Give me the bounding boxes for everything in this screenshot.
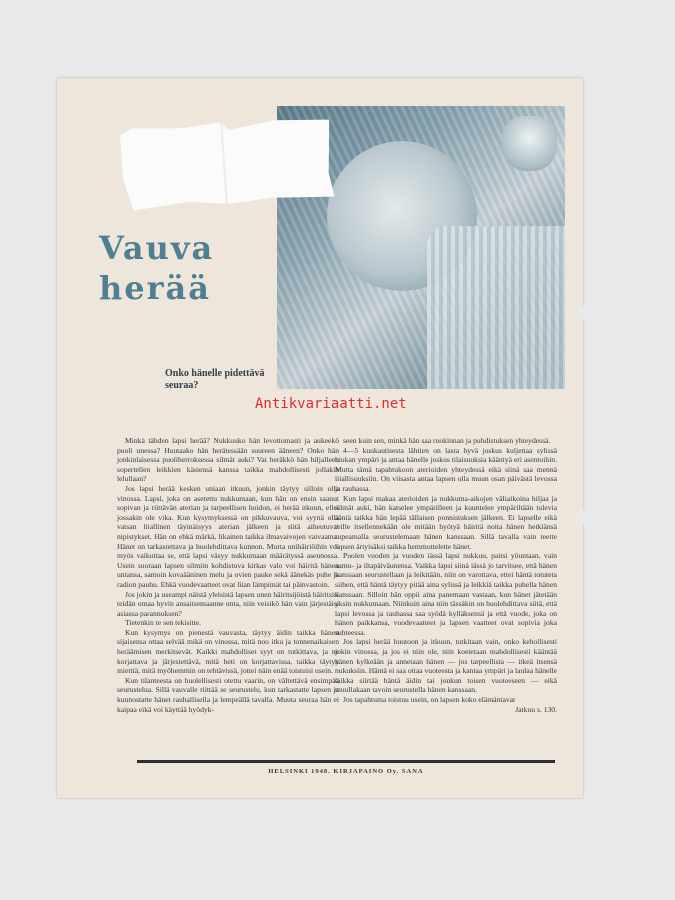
- baby-hand: [502, 116, 557, 171]
- paragraph: Jos jokin ja useampi näistä yleisistä lapsen unen häiritsijöistä häiritsisi teidän omaa hyvin ansaitsemaanne unta, niin veisikö hän vain järjestäisi asiassa parannuksen?: [117, 589, 339, 618]
- continuation-note: Jatkuu s. 130.: [515, 704, 557, 714]
- printer-imprint: HELSINKI 1948. KIRJAPAINO Oy. SANA: [268, 768, 424, 775]
- paragraph: 4—5 kuukautisesta lähtien on lasta hyvä joskus kuljettaa sylissä hiukan ympäri ja antaa hänelle joskus tilaisuuksia kääntyä eri asentoihin. Mutta tämä tapahtukoon aterioiden yhteydessä eikä siinä saa mennä liiallisuuksiin. On viisasta antaa lapsen olla muun osan päivästä levossa ja rauhassa.: [335, 445, 557, 493]
- text-column-right: [335, 436, 557, 714]
- watermark-text: Antikvariaatti.net: [255, 396, 407, 412]
- paragraph: Jos lapsi herää huutoon ja itkuun, tutkitaan vain, onko kehollisesti jokin vinossa, ja jos ei niin ole, niin koetetaan mahdollisesti kääntää hänen kylkeään ja annetaan hänen — jos tarpeellista — itkeä itsensä nukuksiin. Häntä ei saa ottaa vuoteesta ja kantaa ympäri ja laulaa hänelle taikka siirtää häntä äidin tai jonkun toisen vuoteeseen — eikä muullakaan tavoin seurustella hänen kanssaan.: [335, 637, 557, 695]
- title-line-2: herää: [99, 269, 211, 307]
- text-column-left: [117, 436, 339, 714]
- paragraph: Minkä tähden lapsi herää? Nukkuuko hän levottomasti ja aukeekö puoli unessa? Huutaako hän herätessään suureen ääneen? Onko hän jonkinlaisessa puoliherroksessa silmät auki? Vai heräkkö hän hiljalleen sopertellen leikkien käsiensä kanssa taikka mahdollisesti jollakin lelullaan?: [117, 436, 339, 484]
- paragraph: Kun kysymys on pienestä vauvasta, täytyy äidin taikka hänen sijaisensa ottaa selvää mikä on vinossa, mitä noo itku ja tonnenaikaisen heräämisen merkitsevät. Kaikki mahdolliset syyt on tutkittava, ja ne korjattava ja järjestettävä, mitä heti on korjattavissa, taikka täytyy miettiä, mitä myöhemmin on tehtävissä, jottei näin enää toistuisi usein.: [117, 627, 339, 676]
- paragraph: Jos tapahtuma toistuu usein, on lapsen koko elämäntavat: [343, 695, 516, 705]
- magazine-page: [57, 78, 583, 798]
- title-line-1: Vauva: [99, 229, 215, 267]
- baby-sweater: [427, 226, 565, 389]
- paragraph: Jos lapsi herää kesken uniaan itkuun, jonkin täytyy silloin olla vinossa. Lapsi, joka on asetettu nukkumaan, kun hän on ensin saanut sopivan ja riittävän aterian ja tarpeellisen hoidon, ei herää itkuun, ellei jossakin ole vika. Kun kysymyksessä on pikkuvauva, voi syynä olla vatsan liiallinen täyinäisyys aterian jälkeen ja siitä aiheutuvat nipistykset. Hän on ehkä märkä, likainen taikka ilmavaivojen vaivaama. Hänet on tarkastettava ja huolehdittava kunnon. Murta unihäiriöihin voi myös vaikuttaa se, että lapsi väsyy nukkumaan määrätyssä asennossa. Usein suoraan lapsen silmiin kohdistuva kirkas valo voi häiritä hänen untansa, samoin kovaääninen melu ja ovien pauke sekä äänekäs puhe ja radion pauhu. Ehkä vuodevaatteet ovat liian lämpimät tai päinvastoin.: [117, 483, 339, 589]
- footer-rule: [137, 760, 555, 763]
- paper-tape-patch: [119, 115, 334, 211]
- punch-hole: [577, 306, 587, 320]
- paragraph: Puolen vuoden ja vuoden iässä lapsi nukkuu, paitsi yöuntaan, vain aamu- ja iltapäiväunensa. Vaikka lapsi siinä iässä jo tarvitsee, että hänen kanssaan seurustellaan ja leikitään, niin on varottava, ettei häntä totuteta siihen, että häntä täytyy pitää aina sylissä ja leikkiä taikka puhella hänen kanssaan. Silloin hän oppii aina panemaan vastaan, kun hänet jätetään yksin nukkumaan. Niinkuin aina niin tässäkin on huolehdittava siitä, että lapsi levossa ja rauhassa saa syödä kylläksensä ja että vuode, joka on hänen paikkansa, vuodevaatteet ja lapsen vaatteet ovat sopivia joka suhteessa.: [335, 551, 557, 637]
- paragraph: Kun tilanteesta on huolellisesti otettu vaarin, on vältettävä ensimpää seurustelua. Sillä vauvalle riittää se seurustelu, kun tarkastatte lapsen ja kunnostatte hänet rauhallisella ja lempeällä tavalla. Muuta seuraa hän ei kaipaa eikä voi käyttää hyödyk-: [117, 675, 339, 714]
- article-subtitle: Onko hänelle pidettävä seuraa?: [165, 368, 265, 391]
- paragraph: seen kuin sen, minkä hän saa ruokinnan ja puhdistuksen yhteydessä.: [343, 436, 551, 445]
- paragraph: Kun lapsi makaa aterioiden ja nukkuma-aikojen väliaikoina hiljaa ja silmät auki, hän katselee ympärilleen ja kuuntelee ympäriltään tulevia ääniä taikka hän lepää tällaisen ponnistuksen jälkeen. Ei lapselle eikä teille itsellennekään ole mitään hyötyä häiritä noita hänen hetkiänsä rupeamalla seurustelemaan hänen kanssaan. Sillä tavalla vain teette lapsen ärtyisäksi taikka hemmottelette hänet.: [335, 493, 557, 551]
- paragraph: Tietenkin te sen tekisitte.: [125, 618, 202, 628]
- punch-hole: [577, 510, 587, 524]
- article-title: [99, 228, 214, 308]
